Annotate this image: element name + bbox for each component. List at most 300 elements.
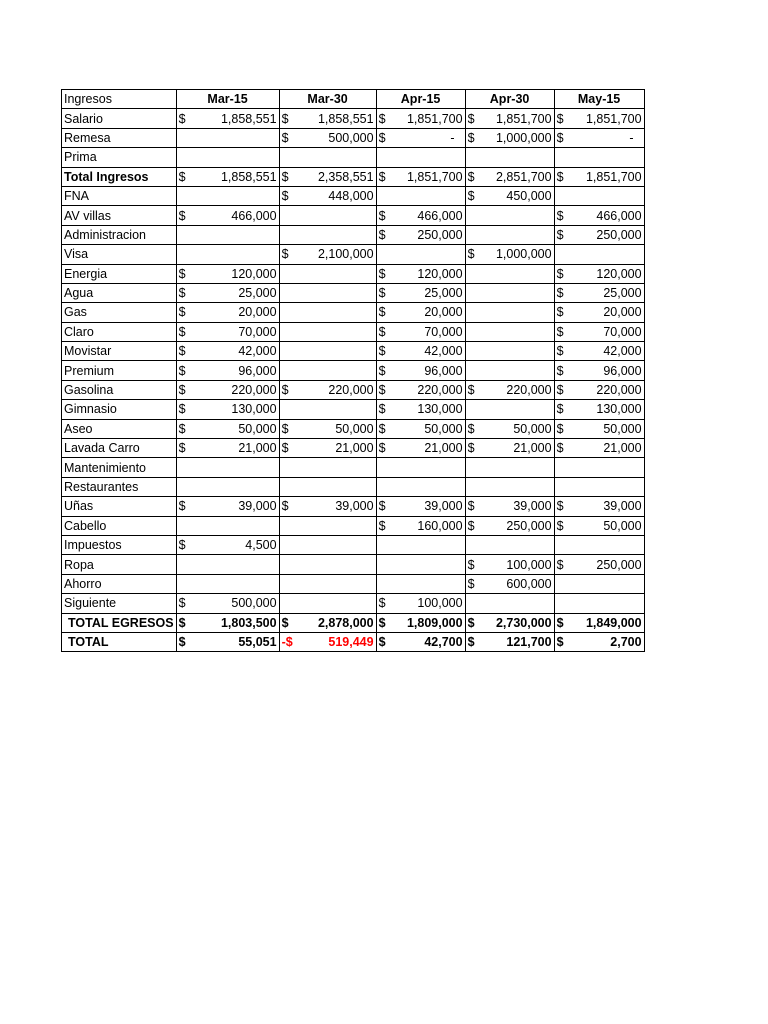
value-cell[interactable] [176,283,279,302]
value-cell[interactable] [176,225,279,244]
value-cell[interactable] [554,283,644,302]
currency-symbol: $ [178,111,186,126]
row-label[interactable]: AV villas [62,206,177,225]
currency-symbol: $ [556,344,564,359]
row-label[interactable]: Energia [62,264,177,283]
currency-symbol: $ [467,421,475,436]
value-cell[interactable] [176,535,279,554]
value-cell[interactable] [376,225,465,244]
amount: 160,000 [417,518,463,533]
currency-symbol: $ [556,557,564,572]
value-cell[interactable] [176,380,279,399]
amount: 250,000 [596,557,642,572]
value-cell[interactable] [376,245,465,264]
value-cell[interactable] [465,245,554,264]
table-row [62,555,645,574]
value-cell[interactable] [554,380,644,399]
amount: 50,000 [424,421,463,436]
value-cell[interactable] [465,516,554,535]
row-label[interactable]: Visa [62,245,177,264]
currency-symbol: -$ [281,635,293,650]
value-cell[interactable] [465,574,554,593]
value-cell[interactable] [279,342,376,361]
value-cell[interactable] [554,632,644,651]
currency-symbol: $ [378,363,386,378]
currency-symbol: $ [378,518,386,533]
currency-symbol: $ [556,421,564,436]
table-row [62,419,645,438]
value-cell[interactable] [554,245,644,264]
row-label[interactable]: Mantenimiento [62,458,177,477]
currency-symbol: $ [467,557,475,572]
amount: 1,803,500 [220,615,277,630]
period-header[interactable]: Mar-15 [176,90,279,109]
value-cell[interactable] [465,594,554,613]
value-cell[interactable] [376,439,465,458]
amount: 70,000 [424,324,463,339]
value-cell[interactable] [554,225,644,244]
currency-symbol: $ [556,266,564,281]
row-label[interactable]: Restaurantes [62,477,177,496]
currency-symbol: $ [556,635,564,650]
value-cell[interactable] [554,516,644,535]
row-label[interactable]: Gimnasio [62,400,177,419]
table-row [62,439,645,458]
value-cell[interactable] [554,419,644,438]
amount: 21,000 [513,441,552,456]
value-cell[interactable] [465,225,554,244]
row-label[interactable]: Lavada Carro [62,439,177,458]
amount: 250,000 [417,227,463,242]
row-label[interactable]: Prima [62,148,177,167]
currency-symbol: $ [467,189,475,204]
amount: 130,000 [417,402,463,417]
value-cell[interactable] [465,283,554,302]
table-row [62,342,645,361]
value-cell[interactable] [376,555,465,574]
amount: 519,449 [328,635,374,650]
value-cell[interactable] [554,400,644,419]
value-cell[interactable] [376,303,465,322]
currency-symbol: $ [556,169,564,184]
value-cell[interactable] [465,613,554,632]
currency-symbol: $ [178,383,186,398]
value-cell[interactable] [376,380,465,399]
header-row [62,90,645,109]
value-cell[interactable] [279,264,376,283]
table-row [62,632,645,651]
currency-symbol: $ [281,499,289,514]
value-cell[interactable] [279,477,376,496]
value-cell[interactable] [176,458,279,477]
value-cell[interactable] [465,206,554,225]
currency-symbol: $ [556,363,564,378]
value-cell[interactable] [554,167,644,186]
value-cell[interactable] [176,613,279,632]
value-cell[interactable] [176,477,279,496]
value-cell[interactable] [376,342,465,361]
row-label[interactable]: Claro [62,322,177,341]
amount: 20,000 [238,305,277,320]
period-header[interactable]: Mar-30 [279,90,376,109]
value-cell[interactable] [376,109,465,128]
currency-symbol: $ [378,596,386,611]
value-cell[interactable] [176,419,279,438]
value-cell[interactable] [376,516,465,535]
value-cell[interactable] [376,400,465,419]
currency-symbol: $ [178,421,186,436]
value-cell[interactable] [279,574,376,593]
amount: 42,000 [603,344,642,359]
value-cell[interactable] [465,361,554,380]
amount: 96,000 [424,363,463,378]
value-cell[interactable] [376,322,465,341]
value-cell[interactable] [376,206,465,225]
currency-symbol: $ [467,615,475,630]
currency-symbol: $ [378,266,386,281]
value-cell[interactable] [554,458,644,477]
amount: 130,000 [596,402,642,417]
currency-symbol: $ [378,169,386,184]
value-cell[interactable] [554,497,644,516]
value-cell[interactable] [279,535,376,554]
value-cell[interactable] [376,361,465,380]
value-cell[interactable] [554,439,644,458]
table-row [62,225,645,244]
value-cell[interactable] [176,128,279,147]
amount: 1,000,000 [495,130,552,145]
currency-symbol: $ [281,189,289,204]
currency-symbol: $ [178,344,186,359]
period-header[interactable]: May-15 [554,90,644,109]
value-cell[interactable] [554,206,644,225]
value-cell[interactable] [376,613,465,632]
amount: 50,000 [238,421,277,436]
amount: 50,000 [335,421,374,436]
value-cell[interactable] [465,322,554,341]
amount: 96,000 [238,363,277,378]
amount: - [629,130,634,145]
value-cell[interactable] [279,497,376,516]
amount: 466,000 [596,208,642,223]
value-cell[interactable] [279,439,376,458]
value-cell[interactable] [279,128,376,147]
value-cell[interactable] [465,477,554,496]
value-cell[interactable] [376,283,465,302]
amount: 466,000 [231,208,277,223]
currency-symbol: $ [556,130,564,145]
row-label[interactable]: Aseo [62,419,177,438]
value-cell[interactable] [176,594,279,613]
currency-symbol: $ [378,421,386,436]
amount: 42,000 [238,344,277,359]
value-cell[interactable] [465,400,554,419]
amount: 4,500 [245,538,277,553]
currency-symbol: $ [556,305,564,320]
amount: 70,000 [603,324,642,339]
amount: 2,730,000 [495,615,552,630]
table-row [62,167,645,186]
value-cell[interactable] [376,148,465,167]
value-cell[interactable] [176,109,279,128]
currency-symbol: $ [556,111,564,126]
currency-symbol: $ [556,208,564,223]
value-cell[interactable] [176,303,279,322]
value-cell[interactable] [376,574,465,593]
amount: 2,878,000 [317,615,374,630]
amount: 1,851,700 [585,111,642,126]
value-cell[interactable] [465,264,554,283]
row-label[interactable]: Movistar [62,342,177,361]
row-label[interactable]: Gasolina [62,380,177,399]
value-cell[interactable] [554,109,644,128]
amount: 21,000 [238,441,277,456]
value-cell[interactable] [176,574,279,593]
amount: 100,000 [417,596,463,611]
value-cell[interactable] [279,516,376,535]
amount: 100,000 [506,557,552,572]
row-label[interactable]: Impuestos [62,535,177,554]
value-cell[interactable] [554,594,644,613]
currency-symbol: $ [281,111,289,126]
value-cell[interactable] [465,458,554,477]
value-cell[interactable] [279,400,376,419]
value-cell[interactable] [554,322,644,341]
amount: 20,000 [603,305,642,320]
value-cell[interactable] [279,167,376,186]
value-cell[interactable] [465,128,554,147]
amount: 121,700 [506,635,552,650]
period-header[interactable]: Apr-30 [465,90,554,109]
value-cell[interactable] [554,303,644,322]
value-cell[interactable] [279,632,376,651]
table-row [62,574,645,593]
table-row [62,264,645,283]
currency-symbol: $ [378,111,386,126]
currency-symbol: $ [378,324,386,339]
value-cell[interactable] [176,342,279,361]
value-cell[interactable] [376,167,465,186]
value-cell[interactable] [279,594,376,613]
row-label[interactable]: FNA [62,186,177,205]
value-cell[interactable] [554,361,644,380]
value-cell[interactable] [176,555,279,574]
value-cell[interactable] [465,632,554,651]
row-label[interactable]: Ahorro [62,574,177,593]
header-label[interactable]: Ingresos [62,90,177,109]
value-cell[interactable] [376,458,465,477]
value-cell[interactable] [465,186,554,205]
amount: 42,000 [424,344,463,359]
value-cell[interactable] [554,342,644,361]
amount: 120,000 [417,266,463,281]
value-cell[interactable] [279,283,376,302]
value-cell[interactable] [376,128,465,147]
amount: 21,000 [603,441,642,456]
value-cell[interactable] [465,167,554,186]
value-cell[interactable] [279,225,376,244]
value-cell[interactable] [176,206,279,225]
amount: 600,000 [506,576,552,591]
value-cell[interactable] [176,186,279,205]
row-label[interactable]: Ropa [62,555,177,574]
value-cell[interactable] [554,477,644,496]
value-cell[interactable] [279,380,376,399]
amount: 55,051 [238,635,277,650]
value-cell[interactable] [176,439,279,458]
table-row [62,186,645,205]
value-cell[interactable] [176,264,279,283]
value-cell[interactable] [176,497,279,516]
value-cell[interactable] [554,555,644,574]
value-cell[interactable] [465,109,554,128]
currency-symbol: $ [556,383,564,398]
currency-symbol: $ [556,441,564,456]
budget-table [61,89,645,652]
value-cell[interactable] [465,497,554,516]
period-header[interactable]: Apr-15 [376,90,465,109]
value-cell[interactable] [554,128,644,147]
value-cell[interactable] [176,400,279,419]
currency-symbol: $ [378,227,386,242]
currency-symbol: $ [467,576,475,591]
row-label[interactable]: Gas [62,303,177,322]
amount: 466,000 [417,208,463,223]
value-cell[interactable] [176,148,279,167]
value-cell[interactable] [176,516,279,535]
value-cell[interactable] [465,342,554,361]
value-cell[interactable] [279,303,376,322]
value-cell[interactable] [376,186,465,205]
currency-symbol: $ [178,363,186,378]
value-cell[interactable] [554,148,644,167]
amount: 1,851,700 [585,169,642,184]
currency-symbol: $ [378,130,386,145]
table-row [62,245,645,264]
value-cell[interactable] [465,148,554,167]
value-cell[interactable] [376,535,465,554]
value-cell[interactable] [176,632,279,651]
currency-symbol: $ [378,383,386,398]
value-cell[interactable] [465,535,554,554]
currency-symbol: $ [556,227,564,242]
value-cell[interactable] [465,380,554,399]
table-row [62,477,645,496]
amount: 1,851,700 [406,111,463,126]
value-cell[interactable] [376,419,465,438]
row-label[interactable]: Agua [62,283,177,302]
currency-symbol: $ [467,518,475,533]
value-cell[interactable] [376,477,465,496]
value-cell[interactable] [554,574,644,593]
value-cell[interactable] [376,264,465,283]
value-cell[interactable] [279,322,376,341]
currency-symbol: $ [178,208,186,223]
value-cell[interactable] [176,245,279,264]
value-cell[interactable] [279,148,376,167]
value-cell[interactable] [279,206,376,225]
value-cell[interactable] [279,555,376,574]
amount: 1,809,000 [406,615,463,630]
currency-symbol: $ [178,169,186,184]
value-cell[interactable] [554,264,644,283]
currency-symbol: $ [556,324,564,339]
amount: - [450,130,455,145]
currency-symbol: $ [281,383,289,398]
value-cell[interactable] [465,555,554,574]
value-cell[interactable] [376,632,465,651]
value-cell[interactable] [465,419,554,438]
row-label[interactable]: TOTAL EGRESOS [62,613,177,632]
row-label[interactable]: Administracion [62,225,177,244]
amount: 2,851,700 [495,169,552,184]
amount: 1,851,700 [495,111,552,126]
value-cell[interactable] [554,613,644,632]
currency-symbol: $ [178,538,186,553]
table-row [62,361,645,380]
value-cell[interactable] [176,167,279,186]
row-label[interactable]: Cabello [62,516,177,535]
currency-symbol: $ [378,499,386,514]
row-label[interactable]: Total Ingresos [62,167,177,186]
row-label[interactable]: TOTAL [62,632,177,651]
amount: 25,000 [603,286,642,301]
row-label[interactable]: Siguiente [62,594,177,613]
row-label[interactable]: Salario [62,109,177,128]
row-label[interactable]: Premium [62,361,177,380]
amount: 250,000 [506,518,552,533]
amount: 50,000 [513,421,552,436]
row-label[interactable]: Remesa [62,128,177,147]
currency-symbol: $ [178,286,186,301]
amount: 1,000,000 [495,247,552,262]
currency-symbol: $ [556,615,564,630]
value-cell[interactable] [279,186,376,205]
table-row [62,206,645,225]
currency-symbol: $ [467,169,475,184]
row-label[interactable]: Uñas [62,497,177,516]
amount: 2,100,000 [317,247,374,262]
value-cell[interactable] [279,613,376,632]
value-cell[interactable] [465,439,554,458]
amount: 1,849,000 [585,615,642,630]
value-cell[interactable] [279,458,376,477]
currency-symbol: $ [467,111,475,126]
value-cell[interactable] [554,535,644,554]
value-cell[interactable] [176,361,279,380]
value-cell[interactable] [176,322,279,341]
value-cell[interactable] [465,303,554,322]
table-row [62,109,645,128]
value-cell[interactable] [279,109,376,128]
currency-symbol: $ [178,596,186,611]
table-row [62,322,645,341]
value-cell[interactable] [279,419,376,438]
currency-symbol: $ [281,247,289,262]
amount: 130,000 [231,402,277,417]
value-cell[interactable] [376,594,465,613]
value-cell[interactable] [279,245,376,264]
table-row [62,303,645,322]
value-cell[interactable] [376,497,465,516]
currency-symbol: $ [178,441,186,456]
amount: 500,000 [231,596,277,611]
value-cell[interactable] [279,361,376,380]
value-cell[interactable] [554,186,644,205]
table-row [62,458,645,477]
amount: 39,000 [335,499,374,514]
currency-symbol: $ [378,615,386,630]
